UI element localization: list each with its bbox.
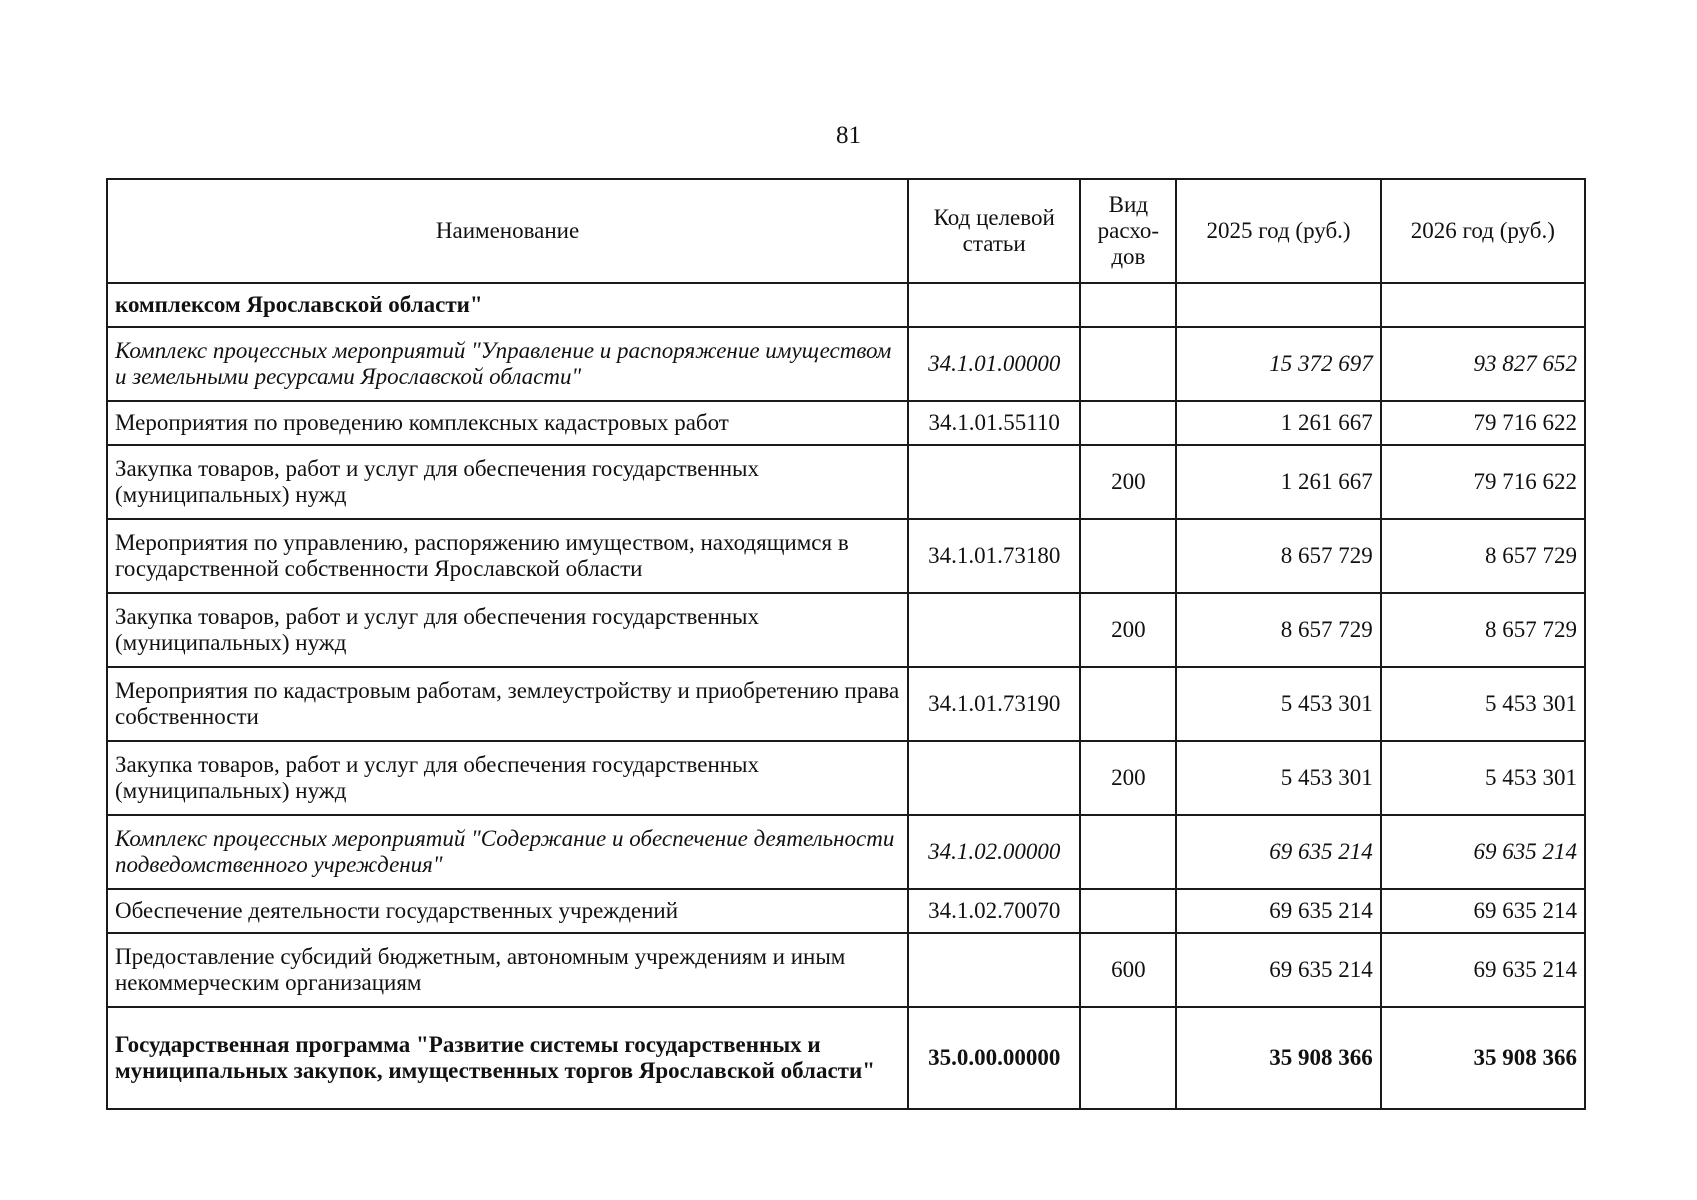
cell-amount-2026: 69 635 214: [1381, 889, 1585, 933]
cell-expense-kind: [1080, 401, 1176, 445]
cell-amount-2025: 69 635 214: [1176, 889, 1380, 933]
cell-code: [908, 741, 1080, 815]
cell-code: [908, 933, 1080, 1007]
cell-name: Обеспечение деятельности государственных учреждений: [107, 889, 908, 933]
cell-amount-2025: 69 635 214: [1176, 933, 1380, 1007]
table-row: [107, 741, 1585, 815]
cell-code: 34.1.01.73190: [908, 667, 1080, 741]
header-year-2025: 2025 год (руб.): [1176, 179, 1380, 283]
table-body: [107, 283, 1585, 1109]
cell-amount-2026: 93 827 652: [1381, 327, 1585, 401]
cell-expense-kind: 200: [1080, 593, 1176, 667]
cell-amount-2025: 5 453 301: [1176, 741, 1380, 815]
cell-amount-2026: 69 635 214: [1381, 933, 1585, 1007]
cell-name: Закупка товаров, работ и услуг для обеспечения государственных (муниципальных) нужд: [107, 593, 908, 667]
cell-name: Мероприятия по управлению, распоряжению имуществом, находящимся в государственной собственности Ярославской области: [107, 519, 908, 593]
cell-amount-2025: 8 657 729: [1176, 593, 1380, 667]
cell-name: Комплекс процессных мероприятий "Содержание и обеспечение деятельности подведомственного учреждения": [107, 815, 908, 889]
cell-code: [908, 593, 1080, 667]
header-name: Наименование: [107, 179, 908, 283]
header-year-2026: 2026 год (руб.): [1381, 179, 1585, 283]
cell-name: Государственная программа "Развитие системы государственных и муниципальных закупок, имущественных торгов Ярославской области": [107, 1007, 908, 1109]
table-row: [107, 327, 1585, 401]
cell-amount-2026: 8 657 729: [1381, 593, 1585, 667]
table-row: [107, 283, 1585, 327]
cell-code: [908, 283, 1080, 327]
table-row: [107, 519, 1585, 593]
cell-amount-2026: 35 908 366: [1381, 1007, 1585, 1109]
budget-table: [106, 178, 1586, 1110]
cell-code: 34.1.01.00000: [908, 327, 1080, 401]
cell-expense-kind: [1080, 519, 1176, 593]
header-kind: Вид расхо-дов: [1080, 179, 1176, 283]
cell-expense-kind: [1080, 667, 1176, 741]
cell-expense-kind: [1080, 889, 1176, 933]
cell-code: 34.1.02.70070: [908, 889, 1080, 933]
page-number: 81: [836, 122, 861, 149]
cell-amount-2026: 79 716 622: [1381, 445, 1585, 519]
cell-amount-2025: 1 261 667: [1176, 401, 1380, 445]
cell-amount-2025: 1 261 667: [1176, 445, 1380, 519]
table-row: [107, 593, 1585, 667]
cell-amount-2025: 15 372 697: [1176, 327, 1380, 401]
cell-amount-2026: 5 453 301: [1381, 741, 1585, 815]
cell-amount-2025: 35 908 366: [1176, 1007, 1380, 1109]
cell-name: Мероприятия по проведению комплексных кадастровых работ: [107, 401, 908, 445]
cell-amount-2026: [1381, 283, 1585, 327]
cell-expense-kind: [1080, 815, 1176, 889]
cell-amount-2026: 79 716 622: [1381, 401, 1585, 445]
table-row: [107, 1007, 1585, 1109]
cell-expense-kind: [1080, 1007, 1176, 1109]
cell-amount-2026: 5 453 301: [1381, 667, 1585, 741]
header-code: Код целевой статьи: [908, 179, 1080, 283]
cell-code: 34.1.01.73180: [908, 519, 1080, 593]
cell-amount-2025: [1176, 283, 1380, 327]
table-row: [107, 815, 1585, 889]
cell-name: Закупка товаров, работ и услуг для обеспечения государственных (муниципальных) нужд: [107, 445, 908, 519]
cell-name: Мероприятия по кадастровым работам, землеустройству и приобретению права собственности: [107, 667, 908, 741]
cell-amount-2025: 5 453 301: [1176, 667, 1380, 741]
cell-code: 35.0.00.00000: [908, 1007, 1080, 1109]
cell-name: комплексом Ярославской области": [107, 283, 908, 327]
table-header-row: [107, 179, 1585, 283]
cell-amount-2026: 69 635 214: [1381, 815, 1585, 889]
cell-amount-2025: 8 657 729: [1176, 519, 1380, 593]
cell-amount-2025: 69 635 214: [1176, 815, 1380, 889]
cell-code: 34.1.02.00000: [908, 815, 1080, 889]
cell-name: Закупка товаров, работ и услуг для обеспечения государственных (муниципальных) нужд: [107, 741, 908, 815]
table-row: [107, 445, 1585, 519]
cell-expense-kind: [1080, 327, 1176, 401]
cell-expense-kind: [1080, 283, 1176, 327]
table-row: [107, 667, 1585, 741]
cell-code: 34.1.01.55110: [908, 401, 1080, 445]
table-row: [107, 933, 1585, 1007]
cell-expense-kind: 600: [1080, 933, 1176, 1007]
cell-expense-kind: 200: [1080, 741, 1176, 815]
cell-expense-kind: 200: [1080, 445, 1176, 519]
cell-code: [908, 445, 1080, 519]
table-row: [107, 889, 1585, 933]
table-row: [107, 401, 1585, 445]
cell-name: Предоставление субсидий бюджетным, автономным учреждениям и иным некоммерческим организациям: [107, 933, 908, 1007]
cell-name: Комплекс процессных мероприятий "Управление и распоряжение имуществом и земельными ресурсами Ярославской области": [107, 327, 908, 401]
cell-amount-2026: 8 657 729: [1381, 519, 1585, 593]
